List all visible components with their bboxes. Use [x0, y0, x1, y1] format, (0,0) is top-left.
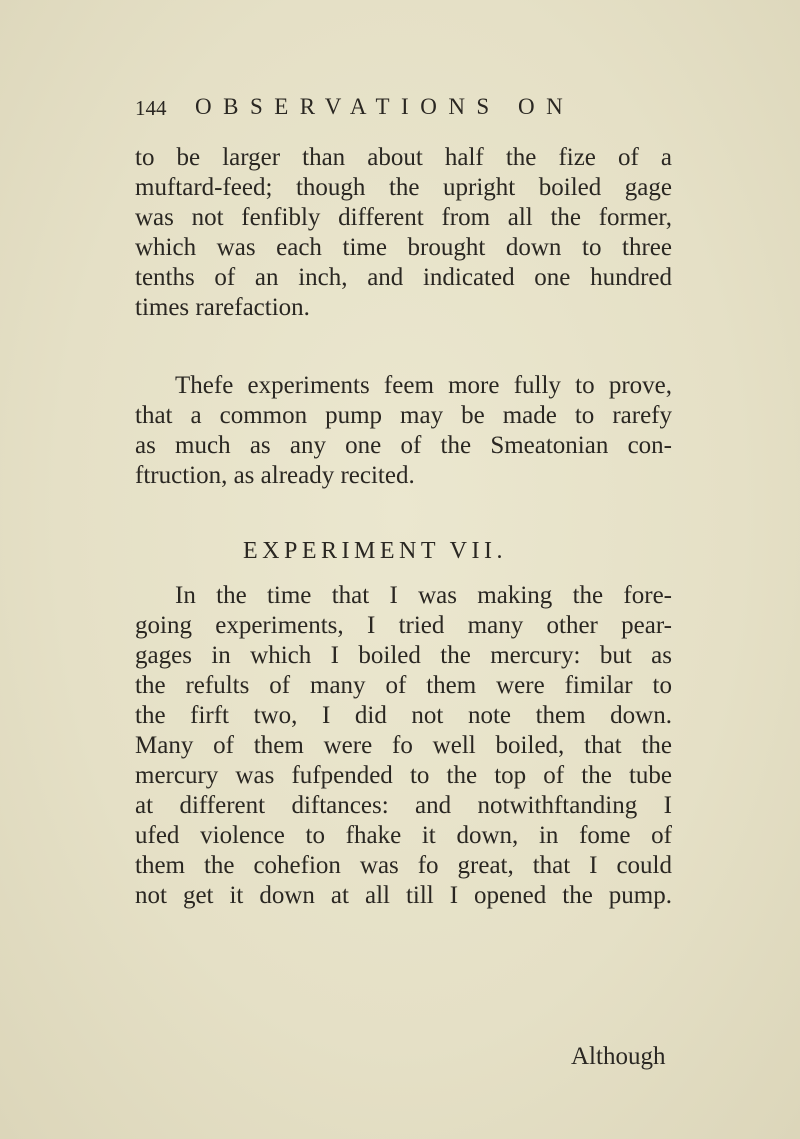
page-header: [135, 92, 675, 126]
text-line: was not fenfibly different from all the former,: [135, 204, 672, 231]
text-line: Thefe experiments feem more fully to prove,: [175, 372, 672, 399]
paragraph-1: [135, 143, 672, 323]
text-line: Many of them were fo well boiled, that the: [135, 732, 672, 759]
catchword: Although: [571, 1043, 666, 1070]
text-line: ufed violence to fhake it down, in fome of: [135, 822, 672, 849]
text-line: at different diftances: and notwithftanding I: [135, 792, 672, 819]
text-line: the firft two, I did not note them down.: [135, 702, 672, 729]
text-line: not get it down at all till I opened the pump.: [135, 882, 672, 909]
page-number: 144: [135, 96, 167, 120]
text-line: In the time that I was making the fore-: [175, 582, 672, 609]
text-line: times rarefaction.: [135, 294, 310, 321]
section-heading: EXPERIMENT VII.: [243, 538, 507, 564]
text-line: which was each time brought down to three: [135, 234, 672, 261]
text-line: muftard-feed; though the upright boiled gage: [135, 174, 672, 201]
text-line: to be larger than about half the fize of a: [135, 144, 672, 171]
text-line: them the cohefion was fo great, that I could: [135, 852, 672, 879]
text-line: gages in which I boiled the mercury: but as: [135, 642, 672, 669]
text-line: going experiments, I tried many other pear-: [135, 612, 672, 639]
text-line: the refults of many of them were fimilar to: [135, 672, 672, 699]
paragraph-3: [135, 581, 672, 911]
text-line: that a common pump may be made to rarefy: [135, 402, 672, 429]
text-line: tenths of an inch, and indicated one hundred: [135, 264, 672, 291]
text-line: as much as any one of the Smeatonian con-: [135, 432, 672, 459]
running-head: OBSERVATIONS ON: [195, 94, 575, 119]
paragraph-2: [135, 371, 672, 491]
text-line: ftruction, as already recited.: [135, 462, 415, 489]
text-line: mercury was fufpended to the top of the tube: [135, 762, 672, 789]
